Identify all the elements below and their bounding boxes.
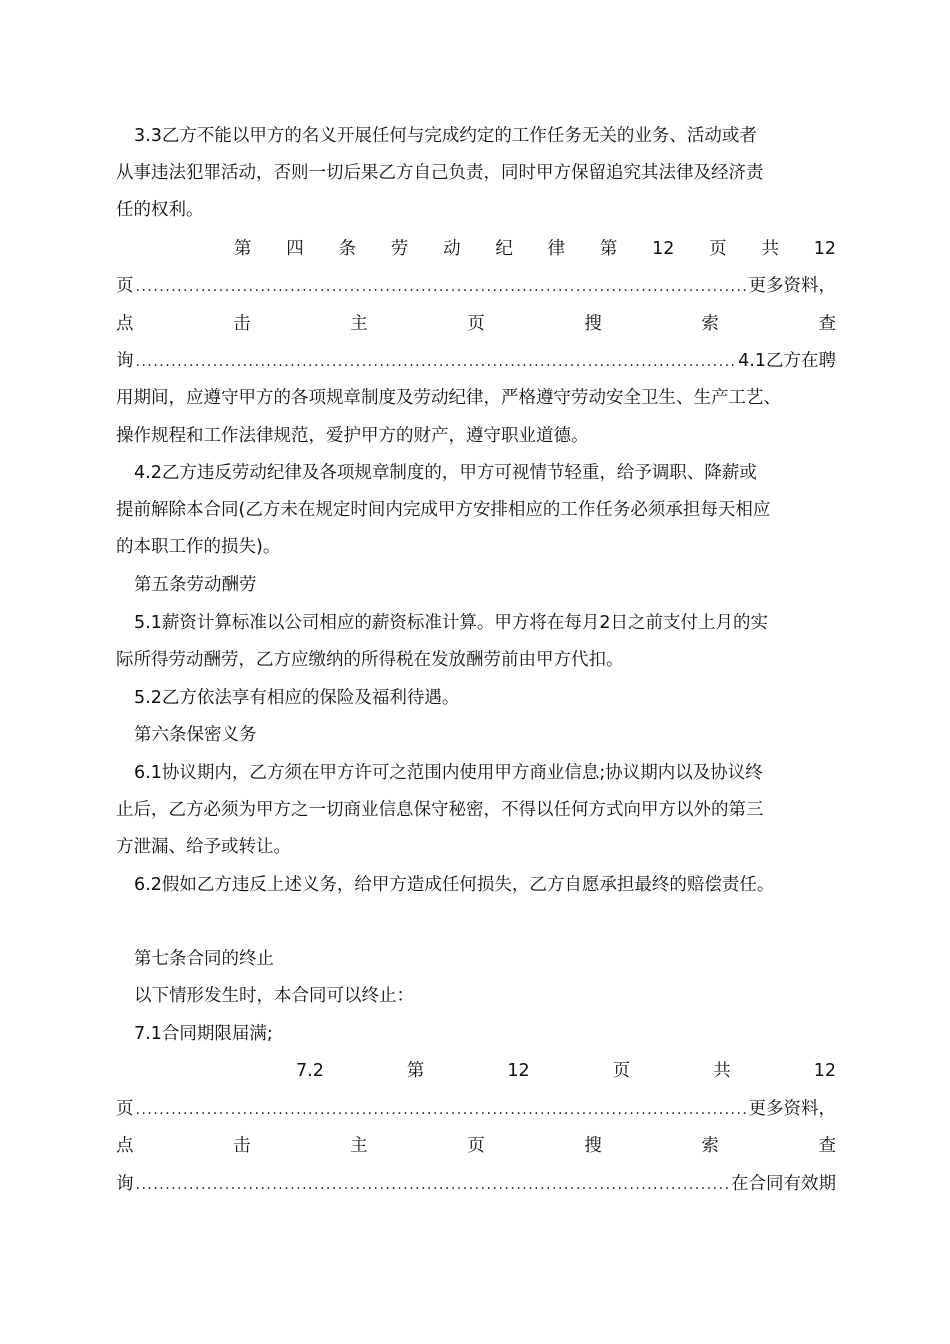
text-line: 从事违法犯罪活动，否则一切后果乙方自己负责，同时甲方保留追究其法律及经济责 <box>116 163 764 183</box>
footer-char: 搜 <box>584 314 602 334</box>
footer-char: 击 <box>233 1136 251 1156</box>
text-line: 4.2乙方违反劳动纪律及各项规章制度的，甲方可视情节轻重，给予调职、降薪或 <box>134 463 757 483</box>
footer-char: 动 <box>443 239 461 259</box>
footer-char: 12 <box>652 239 675 259</box>
leader-dots <box>136 269 747 305</box>
text-line: 7.1合同期限届满; <box>134 1024 273 1044</box>
page-footer-spread-line <box>234 231 836 268</box>
leader-head: 询 <box>116 351 134 371</box>
more-info-link[interactable]: 更多资料， <box>748 276 836 296</box>
footer-char: 页 <box>612 1061 631 1081</box>
footer-char: 点 <box>116 1136 134 1156</box>
footer-char: 律 <box>547 239 566 259</box>
footer-leader-line <box>116 1166 836 1203</box>
footer-char: 共 <box>713 1061 731 1081</box>
text-line: 际所得劳动酬劳，乙方应缴纳的所得税在发放酬劳前由甲方代扣。 <box>116 650 624 670</box>
footer-char: 四 <box>286 239 304 259</box>
text-line: 提前解除本合同(乙方未在规定时间内完成甲方安排相应的工作任务必须承担每天相应 <box>116 500 771 520</box>
footer-spread-line <box>116 1128 836 1165</box>
text-line: 5.1薪资计算标准以公司相应的薪资标准计算。甲方将在每月2日之前支付上月的实 <box>134 613 768 633</box>
text-line: 以下情形发生时，本合同可以终止： <box>134 986 414 1006</box>
footer-leader-line <box>116 343 836 380</box>
leader-dots <box>136 1167 730 1203</box>
footer-char: 搜 <box>584 1136 602 1156</box>
footer-char: 纪 <box>495 239 513 259</box>
footer-char: 页 <box>467 314 485 334</box>
text-line: 方泄漏、给予或转让。 <box>116 837 291 857</box>
text-line: 3.3乙方不能以甲方的名义开展任何与完成约定的工作任务无关的业务、活动或者 <box>134 126 757 146</box>
footer-char: 劳 <box>390 239 409 259</box>
footer-leader-line <box>116 268 836 305</box>
section-heading: 第五条劳动酬劳 <box>134 575 257 595</box>
leader-head: 询 <box>116 1174 134 1194</box>
section-heading: 第六条保密义务 <box>134 725 257 745</box>
footer-char: 共 <box>761 239 779 259</box>
footer-char: 第 <box>406 1061 425 1081</box>
leader-dots <box>136 1092 747 1128</box>
footer-char: 第 <box>599 239 618 259</box>
footer-char: 12 <box>813 239 836 259</box>
leader-head: 页 <box>116 276 134 296</box>
footer-char: 页 <box>467 1136 485 1156</box>
text-line: 止后，乙方必须为甲方之一切商业信息保守秘密，不得以任何方式向甲方以外的第三 <box>116 800 764 820</box>
footer-char: 页 <box>709 239 727 259</box>
text-line: 6.2假如乙方违反上述义务，给甲方造成任何损失，乙方自愿承担最终的赔偿责任。 <box>134 875 775 895</box>
footer-char: 条 <box>338 239 357 259</box>
footer-leader-line <box>116 1091 836 1128</box>
footer-char: 12 <box>813 1061 836 1081</box>
footer-char: 索 <box>701 1136 719 1156</box>
text-fragment: 4.1乙方在聘 <box>738 351 836 371</box>
footer-char: 7.2 <box>296 1061 324 1081</box>
footer-char: 击 <box>233 314 251 334</box>
text-fragment: 在合同有效期 <box>731 1174 836 1194</box>
text-line: 的本职工作的损失)。 <box>116 537 281 557</box>
text-line: 任的权利。 <box>116 200 204 220</box>
footer-char: 第 <box>234 239 252 259</box>
text-line: 操作规程和工作法律规范，爱护甲方的财产，遵守职业道德。 <box>116 426 589 446</box>
footer-char: 主 <box>350 1136 368 1156</box>
footer-char: 查 <box>818 314 836 334</box>
more-info-link[interactable]: 更多资料， <box>748 1099 836 1119</box>
text-line: 用期间，应遵守甲方的各项规章制度及劳动纪律，严格遵守劳动安全卫生、生产工艺、 <box>116 388 781 408</box>
leader-dots <box>136 344 737 380</box>
page-footer-spread-line <box>296 1053 836 1090</box>
footer-char: 点 <box>116 314 134 334</box>
footer-spread-line <box>116 306 836 343</box>
text-line: 5.2乙方依法享有相应的保险及福利待遇。 <box>134 688 460 708</box>
footer-char: 索 <box>701 314 719 334</box>
text-line: 6.1协议期内，乙方须在甲方许可之范围内使用甲方商业信息;协议期内以及协议终 <box>134 763 763 783</box>
leader-head: 页 <box>116 1099 134 1119</box>
footer-char: 查 <box>818 1136 836 1156</box>
footer-char: 12 <box>507 1061 530 1081</box>
footer-char: 主 <box>350 314 368 334</box>
section-heading: 第七条合同的终止 <box>134 949 274 969</box>
